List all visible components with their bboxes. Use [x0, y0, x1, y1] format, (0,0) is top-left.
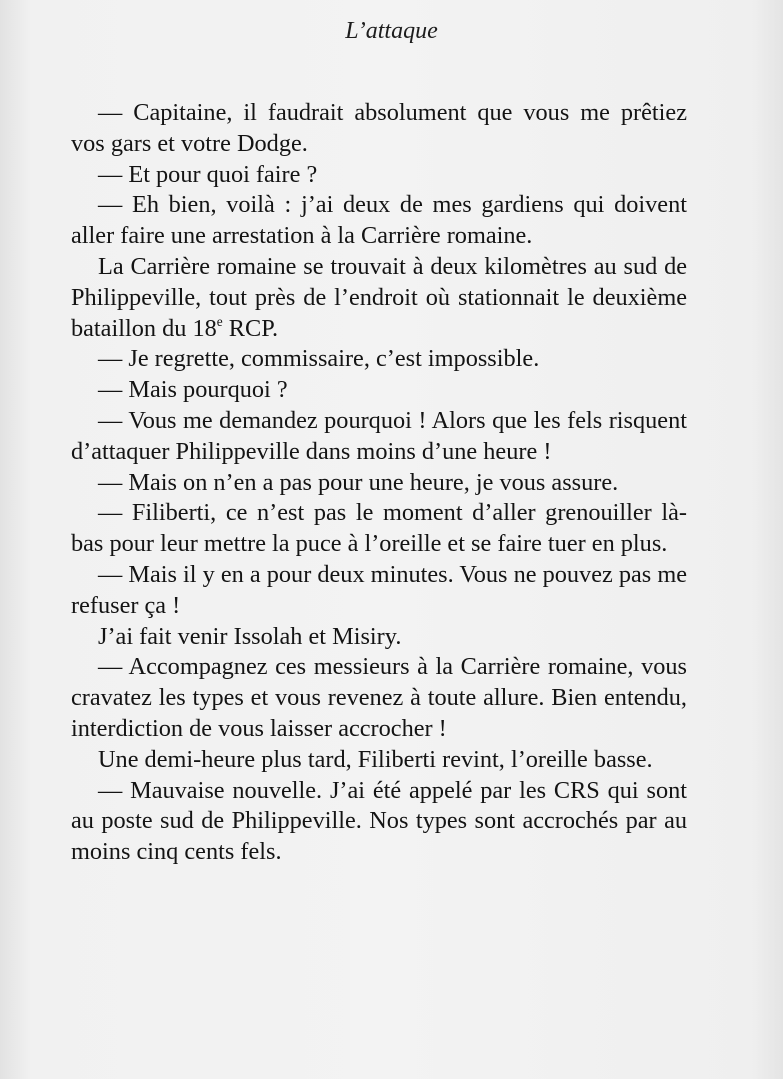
paragraph-12: — Accompagnez ces messieurs à la Carrière romaine, vous cravatez les types et vous revenez à toute allure. Bien entendu, interdiction de vous laisser accrocher ! [71, 653, 687, 742]
paragraph-6: — Mais pourquoi ? [98, 376, 288, 404]
paragraph-4 [71, 252, 687, 344]
paragraph-3: — Eh bien, voilà : j’ai deux de mes gardiens qui doivent aller faire une arrestation à la Carrière romaine. [71, 191, 687, 250]
paragraph-4-tail: RCP. [222, 314, 279, 342]
paragraph-13: Une demi-heure plus tard, Filiberti revint, l’oreille basse. [98, 745, 653, 773]
paragraph-10: — Mais il y en a pour deux minutes. Vous ne pouvez pas me refuser ça ! [71, 560, 687, 619]
page-body [71, 98, 687, 868]
paragraph-4-text: La Carrière romaine se trouvait à deux kilomètres au sud de Philippeville, tout près de l’endroit où stationnait le deuxième bataillon du 18 [71, 252, 687, 342]
paragraph-7: — Vous me demandez pourquoi ! Alors que les fels risquent d’attaquer Philippeville dans moins d’une heure ! [71, 406, 687, 465]
ordinal-superscript: e [216, 313, 223, 329]
paragraph-11: J’ai fait venir Issolah et Misiry. [98, 622, 402, 650]
paragraph-14: — Mauvaise nouvelle. J’ai été appelé par les CRS qui sont au poste sud de Philippeville. Nos types sont accrochés par au moins cinq cents fels. [71, 776, 687, 866]
paragraph-1: — Capitaine, il faudrait absolument que vous me prêtiez vos gars et votre Dodge. [71, 99, 687, 157]
paragraph-9: — Filiberti, ce n’est pas le moment d’aller grenouiller là-bas pour leur mettre la puce à l’oreille et se faire tuer en plus. [71, 499, 687, 558]
paragraph-8: — Mais on n’en a pas pour une heure, je vous assure. [98, 468, 619, 496]
running-header: L’attaque [345, 18, 438, 44]
paragraph-5: — Je regrette, commissaire, c’est impossible. [98, 345, 540, 373]
paragraph-2: — Et pour quoi faire ? [98, 160, 318, 188]
